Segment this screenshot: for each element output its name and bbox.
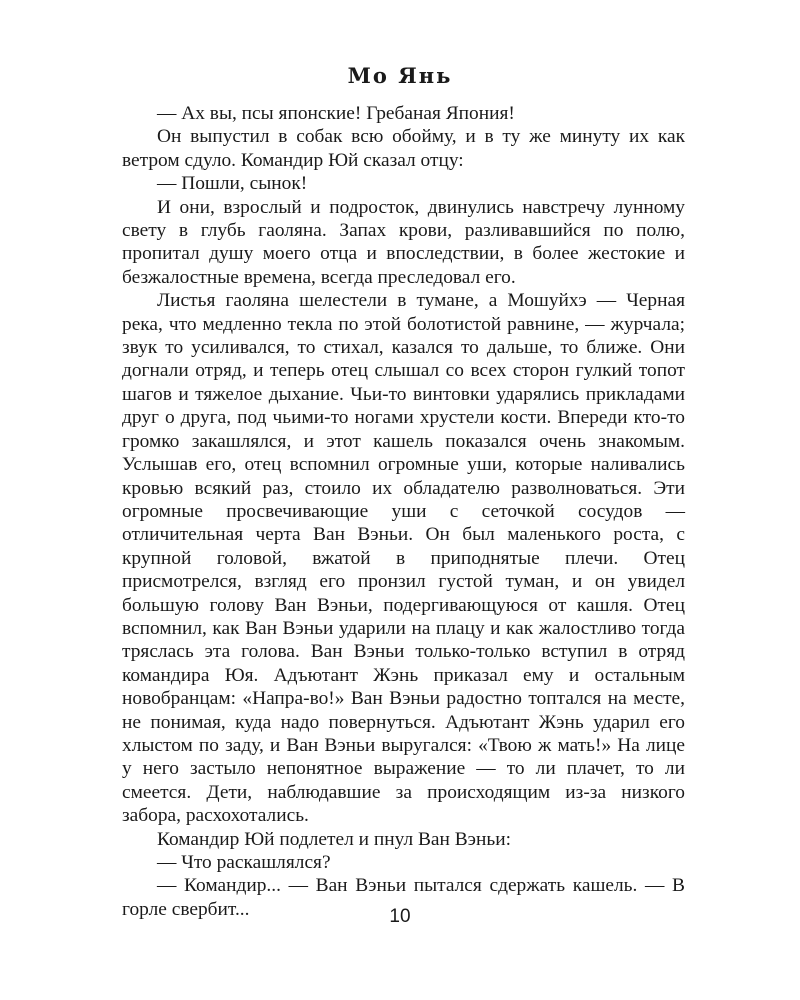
paragraph: — Ах вы, псы японские! Гребаная Япония! xyxy=(157,103,515,124)
paragraph: — Что раскашлялся? xyxy=(157,852,331,873)
running-title: Мо Янь xyxy=(347,63,453,88)
paragraph: Командир Юй подлетел и пнул Ван Вэньи: xyxy=(157,828,511,850)
body-text xyxy=(122,102,685,921)
page-number: 10 xyxy=(389,906,411,927)
paragraph: — Командир... — Ван Вэньи пытался сдержать кашель. — В горле свербит... xyxy=(122,875,685,920)
paragraph: Он выпустил в собак всю обойму, и в ту же минуту их как ветром сдуло. Командир Юй сказал отцу: xyxy=(122,126,685,171)
paragraph: И они, взрослый и подросток, двинулись навстречу лунному свету в глубь гаоляна. Запах крови, разливавшийся по полю, пропитал душу моего отца и впоследствии, в более жестокие и безжалостные времена, всегда преследовал его. xyxy=(122,196,685,288)
paragraph: — Пошли, сынок! xyxy=(157,173,308,195)
paragraph: Листья гаоляна шелестели в тумане, а Мошуйхэ — Черная река, что медленно текла по этой болотистой равнине, — журчала; звук то усиливался, то стихал, казался то дальше, то ближе. Они догнали отряд, и теперь отец слышал со всех сторон гулкий топот шагов и тяжелое дыхание. Чьи-то винтовки ударялись прикладами друг о друга, под чьими-то ногами хрустели кости. Впереди кто-то громко закашлялся, и этот кашель показался очень знакомым. Услышав его, отец вспомнил огромные уши, которые наливались кровью всякий раз, стоило их обладателю разволноваться. Эти огромные просвечивающие уши с сеточкой сосудов — отличительная черта Ван Вэньи. Он был маленького роста, с крупной головой, вжатой в приподнятые плечи. Отец присмотрелся, взгляд его пронзил густой туман, и он увидел большую голову Ван Вэньи, подергивающуюся от кашля. Отец вспомнил, как Ван Вэньи ударили на плацу и как жалостливо тогда тряслась эта голова. Ван Вэньи только-только вступил в отряд командира Юя. Адъютант Жэнь приказал ему и остальным новобранцам: «Напра-во!» Ван Вэньи радостно топтался на месте, не понимая, куда надо повернуться. Адъютант Жэнь ударил его хлыстом по заду, и Ван Вэньи выругался: «Твою ж мать!» На лице у него застыло непонятное выражение — то ли плачет, то ли смеется. Дети, наблюдавшие за происходящим из-за низкого забора, расхохотались. xyxy=(122,290,685,827)
